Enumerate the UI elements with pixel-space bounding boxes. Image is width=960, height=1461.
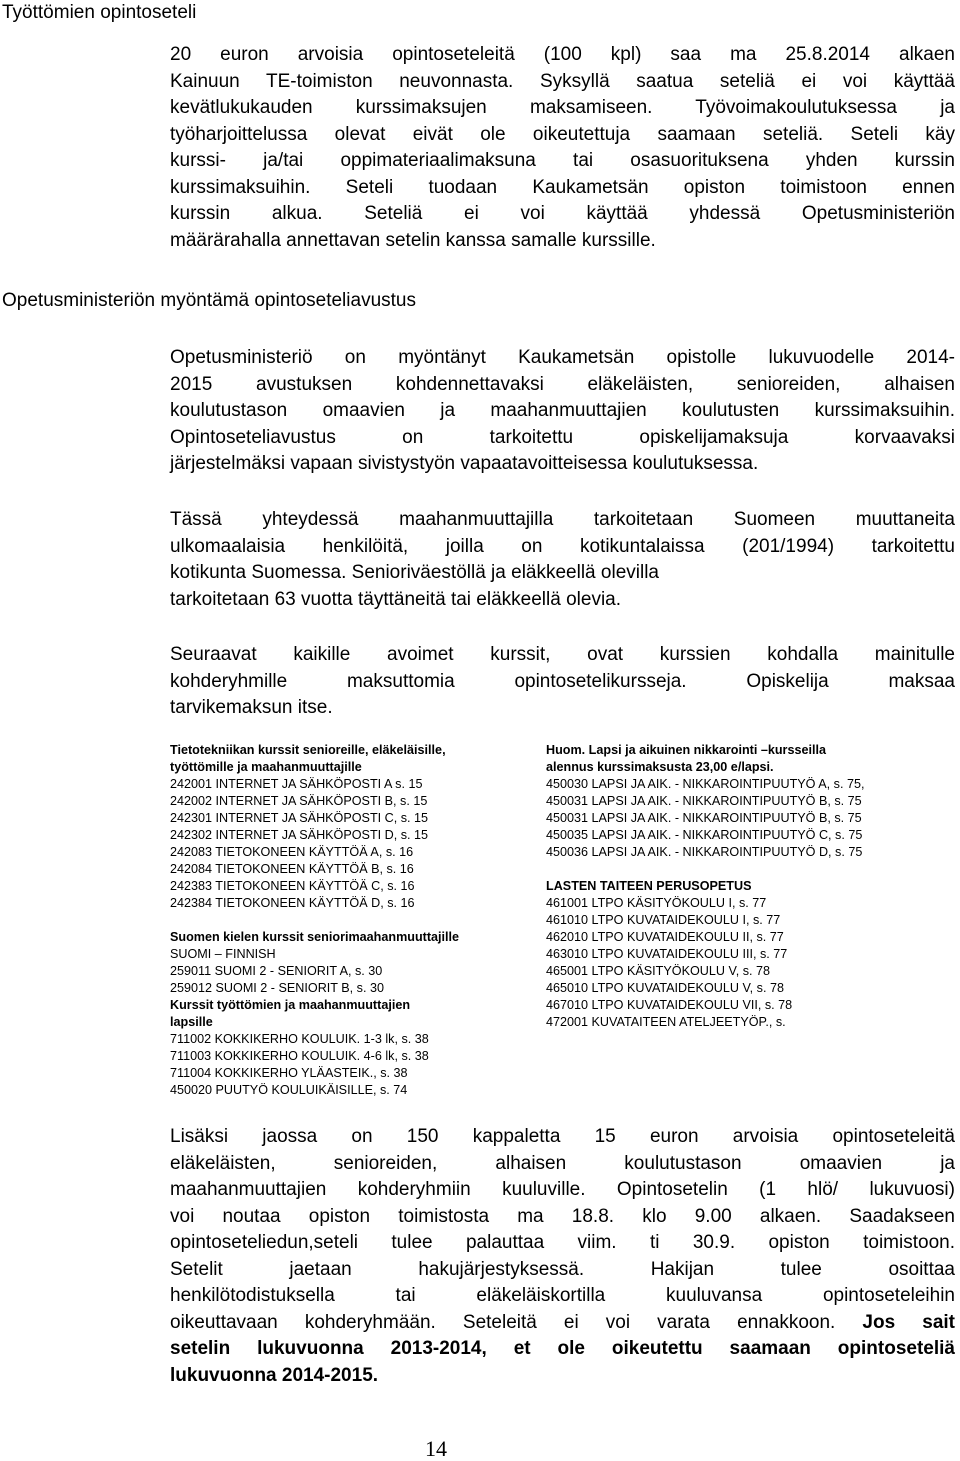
text-line: Tässä yhteydessä maahanmuuttajilla tarkoitetaan Suomeen muuttaneita (170, 509, 955, 530)
course-group-heading: LASTEN TAITEEN PERUSOPETUS (546, 879, 752, 893)
course-item: 711002 KOKKIKERHO KOULUIK. 1-3 lk, s. 38 (170, 1032, 429, 1046)
course-item: SUOMI – FINNISH (170, 947, 276, 961)
course-item: 242001 INTERNET JA SÄHKÖPOSTI A s. 15 (170, 777, 423, 791)
text-line: 20 euron arvoisia opintoseteleitä (100 kpl) saa ma 25.8.2014 alkaen (170, 44, 955, 65)
text-line: Opetusministeriö on myöntänyt Kaukametsän opistolle lukuvuodelle 2014- (170, 347, 955, 368)
course-group-heading: Huom. Lapsi ja aikuinen nikkarointi –kursseilla (546, 743, 826, 757)
course-group-heading: työttömille ja maahanmuuttajille (170, 760, 362, 774)
course-item: 463010 LTPO KUVATAIDEKOULU III, s. 77 (546, 947, 788, 961)
text-line: kurssin alkua. Seteliä ei voi käyttää yhdessä Opetusministeriön (170, 203, 955, 224)
course-item: 465001 LTPO KÄSITYÖKOULU V, s. 78 (546, 964, 770, 978)
text-line: Opintoseteliavustus on tarkoitettu opiskelijamaksuja korvaavaksi (170, 426, 955, 448)
page-header-title: Työttömien opintoseteli (2, 2, 197, 23)
course-item: 450031 LAPSI JA AIK. - NIKKAROINTIPUUTYÖ B, s. 75 (546, 794, 862, 808)
text-line: 2015 avustuksen kohdennettavaksi eläkeläisten, senioreiden, alhaisen (170, 373, 955, 395)
course-item: 259012 SUOMI 2 - SENIORIT B, s. 30 (170, 981, 384, 995)
course-list-right (546, 742, 864, 1031)
course-item: 242301 INTERNET JA SÄHKÖPOSTI C, s. 15 (170, 811, 429, 825)
text-line: Setelit jaetaan hakujärjestyksessä. Hakijan tulee osoittaa (170, 1258, 955, 1280)
course-item: 450020 PUUTYÖ KOULUIKÄISILLE, s. 74 (170, 1083, 408, 1097)
course-item: 462010 LTPO KUVATAIDEKOULU II, s. 77 (546, 930, 784, 944)
course-list-left (170, 742, 459, 1099)
text-line: määrärahalla annettavan setelin kanssa samalle kurssille. (170, 229, 656, 251)
text-segment: oikeuttavaan kohderyhmään. Seteleitä ei voi varata ennakkoon. (170, 1311, 836, 1333)
text-line: Lisäksi jaossa on 150 kappaletta 15 euron arvoisia opintoseteleitä (170, 1126, 955, 1147)
bold-notice-line: setelin lukuvuonna 2013-2014, et ole oikeutettu saamaan opintoseteliä (170, 1338, 955, 1359)
bold-notice-start: Jos sait (862, 1311, 955, 1333)
paragraph-voucher-info (170, 42, 955, 254)
text-line: koulutustason omaavien ja maahanmuuttajien koulutusten kurssimaksuihin. (170, 400, 955, 421)
text-line (170, 1310, 955, 1337)
text-line: henkilötodistuksella tai eläkeläiskortilla kuuluvansa opintoseteleihin (170, 1285, 955, 1306)
section-heading: Opetusministeriön myöntämä opintoseteliavustus (2, 290, 416, 311)
course-item: 461001 LTPO KÄSITYÖKOULU I, s. 77 (546, 896, 767, 910)
page-number: 14 (425, 1436, 447, 1461)
course-item: 450035 LAPSI JA AIK. - NIKKAROINTIPUUTYÖ C, s. 75 (546, 828, 863, 842)
course-item: 472001 KUVATAITEEN ATELJEETYÖP., s. (546, 1015, 786, 1029)
course-item: 461010 LTPO KUVATAIDEKOULU I, s. 77 (546, 913, 781, 927)
text-line: Kainuun TE-toimiston neuvonnasta. Syksyllä saatua seteliä ei voi käyttää (170, 70, 955, 92)
course-item: 711003 KOKKIKERHO KOULUIK. 4-6 lk, s. 38 (170, 1049, 429, 1063)
text-line: Seuraavat kaikille avoimet kurssit, ovat kurssien kohdalla mainitulle (170, 644, 955, 665)
text-line: tarkoitetaan 63 vuotta täyttäneitä tai eläkkeellä olevia. (170, 588, 622, 610)
text-line: kohderyhmille maksuttomia opintosetelikursseja. Opiskelija maksaa (170, 670, 955, 692)
course-item: 450036 LAPSI JA AIK. - NIKKAROINTIPUUTYÖ D, s. 75 (546, 845, 863, 859)
paragraph-definitions (170, 507, 955, 613)
course-group-heading: lapsille (170, 1015, 213, 1029)
text-line: kotikunta Suomessa. Senioriväestöllä ja eläkkeellä olevilla (170, 562, 659, 583)
text-line: kurssi- ja/tai oppimateriaalimaksuna tai osasuorituksena yhden kurssin (170, 150, 955, 171)
course-item: 467010 LTPO KUVATAIDEKOULU VII, s. 78 (546, 998, 793, 1012)
course-item: 242383 TIETOKONEEN KÄYTTÖÄ C, s. 16 (170, 879, 415, 893)
text-line: kurssimaksuihin. Seteli tuodaan Kaukametsän opiston toimistoon ennen (170, 176, 955, 198)
text-line: eläkeläisten, senioreiden, alhaisen koulutustason omaavien ja (170, 1152, 955, 1174)
course-item: 259011 SUOMI 2 - SENIORIT A, s. 30 (170, 964, 383, 978)
course-item: 242084 TIETOKONEEN KÄYTTÖÄ B, s. 16 (170, 862, 414, 876)
text-line: voi noutaa opiston toimistosta ma 18.8. klo 9.00 alkaen. Saadakseen (170, 1205, 955, 1227)
text-line: ulkomaalaisia henkilöitä, joilla on kotikuntalaissa (201/1994) tarkoitettu (170, 535, 955, 557)
course-item: 450031 LAPSI JA AIK. - NIKKAROINTIPUUTYÖ B, s. 75 (546, 811, 862, 825)
bold-notice-line: lukuvuonna 2014-2015. (170, 1364, 379, 1386)
course-group-heading: Suomen kielen kurssit seniorimaahanmuuttajille (170, 930, 460, 944)
course-item: 465010 LTPO KUVATAIDEKOULU V, s. 78 (546, 981, 784, 995)
text-line: opintoseteliedun,seteli tulee palauttaa viim. ti 30.9. opiston toimistoon. (170, 1232, 955, 1253)
course-group-heading: alennus kurssimaksusta 23,00 e/lapsi. (546, 760, 774, 774)
course-group-heading: Tietotekniikan kurssit senioreille, eläkeläisille, (170, 743, 446, 757)
text-line: tarvikemaksun itse. (170, 697, 333, 718)
paragraph-free-courses (170, 642, 955, 722)
course-item: 242083 TIETOKONEEN KÄYTTÖÄ A, s. 16 (170, 845, 414, 859)
course-item: 242302 INTERNET JA SÄHKÖPOSTI D, s. 15 (170, 828, 429, 842)
course-group-heading: Kurssit työttömien ja maahanmuuttajien (170, 998, 411, 1012)
course-item: 450030 LAPSI JA AIK. - NIKKAROINTIPUUTYÖ A, s. 75, (546, 777, 865, 791)
course-item: 711004 KOKKIKERHO YLÄASTEIK., s. 38 (170, 1066, 408, 1080)
text-line: kevätlukukauden kurssimaksujen maksamiseen. Työvoimakoulutuksessa ja (170, 97, 955, 118)
text-line: järjestelmäksi vapaan sivistystyön vapaatavoitteisessa koulutuksessa. (170, 453, 759, 474)
paragraph-additional-vouchers (170, 1124, 955, 1389)
text-line: maahanmuuttajien kohderyhmiin kuuluville. Opintosetelin (1 hlö/ lukuvuosi) (170, 1179, 955, 1200)
paragraph-ministry-grant (170, 345, 955, 478)
text-line: työharjoittelussa olevat eivät ole oikeutettuja saamaan seteliä. Seteli käy (170, 123, 955, 145)
course-item: 242384 TIETOKONEEN KÄYTTÖÄ D, s. 16 (170, 896, 415, 910)
course-item: 242002 INTERNET JA SÄHKÖPOSTI B, s. 15 (170, 794, 428, 808)
